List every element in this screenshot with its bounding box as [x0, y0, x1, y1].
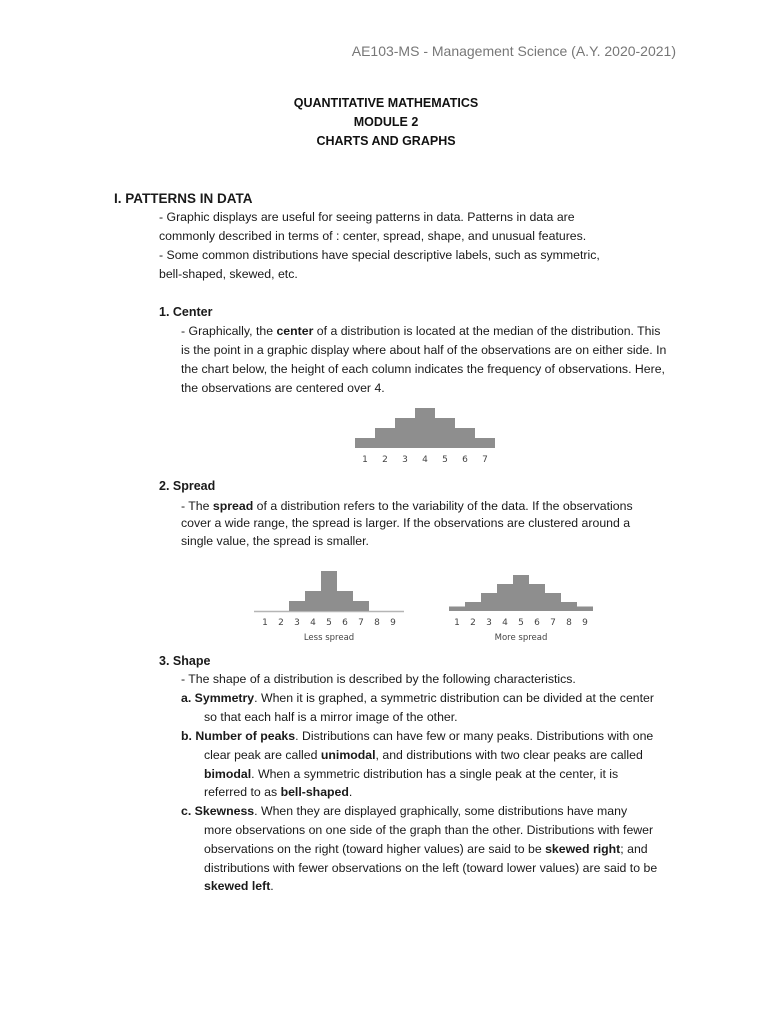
- chart-0-tick-4: 4: [422, 455, 428, 465]
- spread-line-2: cover a wide range, the spread is larger. If the observations are clustered around a: [181, 516, 631, 530]
- chart-2-bar-5: [513, 575, 529, 611]
- symmetry-line-2: so that each half is a mirror image of the other.: [204, 710, 458, 724]
- chart-2-tick-4: 4: [502, 618, 508, 628]
- chart-0-tick-2: 2: [382, 455, 388, 465]
- chart-1-tick-9: 9: [390, 618, 396, 628]
- chart-2-tick-1: 1: [454, 618, 460, 628]
- chart-0-bar-2: [375, 428, 395, 448]
- skewness-line-4: distributions with fewer observations on the left (toward lower values) are said to be: [204, 861, 658, 875]
- section-heading-patterns: I. PATTERNS IN DATA: [114, 191, 253, 206]
- chart-1-bar-5: [321, 571, 337, 611]
- chart-1-tick-5: 5: [326, 618, 332, 628]
- chart-0-bar-1: [355, 438, 375, 448]
- chart-1-tick-3: 3: [294, 618, 300, 628]
- less-spread-histogram-svg: [254, 566, 404, 646]
- peaks-line-3: bimodal. When a symmetric distribution has a single peak at the center, it is: [204, 767, 619, 781]
- spread-line-3: single value, the spread is smaller.: [181, 534, 369, 548]
- subheading-spread: 2. Spread: [159, 479, 216, 493]
- center-line-2: is the point in a graphic display where about half of the observations are on either side. In: [181, 343, 667, 357]
- chart-1-tick-1: 1: [262, 618, 268, 628]
- chart-0-tick-7: 7: [482, 455, 488, 465]
- chart-2-bar-2: [465, 602, 481, 611]
- module-number: MODULE 2: [353, 115, 419, 129]
- spread-line-1: - The spread of a distribution refers to the variability of the data. If the observations: [181, 499, 633, 513]
- chart-0-tick-3: 3: [402, 455, 408, 465]
- peaks-line-1: b. Number of peaks. Distributions can have few or many peaks. Distributions with one: [181, 729, 654, 743]
- chart-2-bar-1: [449, 607, 465, 612]
- chart-2-bar-8: [561, 602, 577, 611]
- chart-2-tick-5: 5: [518, 618, 524, 628]
- chart-2-bar-4: [497, 584, 513, 611]
- chart-2-tick-7: 7: [550, 618, 556, 628]
- intro-line-2: commonly described in terms of : center, spread, shape, and unusual features.: [159, 229, 587, 243]
- more-spread-histogram-svg: [446, 566, 596, 646]
- skewness-line-2: more observations on one side of the graph than the other. Distributions with fewer: [204, 823, 654, 837]
- more-spread-histogram: [446, 566, 596, 646]
- subheading-center: 1. Center: [159, 305, 213, 319]
- chart-2-tick-9: 9: [582, 618, 588, 628]
- chart-1-tick-2: 2: [278, 618, 284, 628]
- intro-line-4: bell-shaped, skewed, etc.: [159, 267, 298, 281]
- shape-intro: - The shape of a distribution is described by the following characteristics.: [181, 672, 576, 686]
- module-title: CHARTS AND GRAPHS: [316, 134, 456, 148]
- chart-2-bar-9: [577, 607, 593, 612]
- chart-2-tick-2: 2: [470, 618, 476, 628]
- chart-0-bar-4: [415, 408, 435, 448]
- chart-0-tick-6: 6: [462, 455, 468, 465]
- chart-0-tick-1: 1: [362, 455, 368, 465]
- chart-2-xlabel: More spread: [494, 633, 548, 643]
- chart-2-tick-8: 8: [566, 618, 572, 628]
- chart-2-bar-6: [529, 584, 545, 611]
- symmetry-line-1: a. Symmetry. When it is graphed, a symmetric distribution can be divided at the center: [181, 691, 654, 705]
- skewness-line-5: skewed left.: [204, 879, 274, 893]
- chart-1-bar-7: [353, 601, 369, 611]
- center-line-4: the observations are centered over 4.: [181, 381, 385, 395]
- chart-0-bar-5: [435, 418, 455, 448]
- chart-0-bar-3: [395, 418, 415, 448]
- chart-2-tick-3: 3: [486, 618, 492, 628]
- chart-1-tick-4: 4: [310, 618, 316, 628]
- center-histogram: [352, 402, 502, 466]
- skewness-line-1: c. Skewness. When they are displayed graphically, some distributions have many: [181, 804, 628, 818]
- intro-line-3: - Some common distributions have special descriptive labels, such as symmetric,: [159, 248, 600, 262]
- chart-1-tick-7: 7: [358, 618, 364, 628]
- chart-2-tick-6: 6: [534, 618, 540, 628]
- center-histogram-svg: [352, 402, 502, 466]
- peaks-line-2: clear peak are called unimodal, and distributions with two clear peaks are called: [204, 748, 643, 762]
- subheading-shape: 3. Shape: [159, 654, 211, 668]
- chart-1-bar-4: [305, 591, 321, 611]
- chart-1-tick-8: 8: [374, 618, 380, 628]
- peaks-line-4: referred to as bell-shaped.: [204, 785, 353, 799]
- center-line-1: - Graphically, the center of a distribution is located at the median of the distribution. This: [181, 324, 661, 338]
- less-spread-histogram: [254, 566, 404, 646]
- center-line-3: the chart below, the height of each column indicates the frequency of observations. Here,: [181, 362, 665, 376]
- chart-0-tick-5: 5: [442, 455, 448, 465]
- chart-2-bar-7: [545, 593, 561, 611]
- intro-line-1: - Graphic displays are useful for seeing patterns in data. Patterns in data are: [159, 210, 575, 224]
- chart-1-bar-6: [337, 591, 353, 611]
- chart-0-bar-7: [475, 438, 495, 448]
- skewness-line-3: observations on the right (toward higher values) are said to be skewed right; and: [204, 842, 648, 856]
- chart-2-bar-3: [481, 593, 497, 611]
- chart-1-xlabel: Less spread: [303, 633, 355, 643]
- chart-0-bar-6: [455, 428, 475, 448]
- chart-1-bar-3: [289, 601, 305, 611]
- document-title: QUANTITATIVE MATHEMATICS: [293, 96, 479, 110]
- chart-1-tick-6: 6: [342, 618, 348, 628]
- course-header: AE103-MS - Management Science (A.Y. 2020-2021): [351, 43, 676, 59]
